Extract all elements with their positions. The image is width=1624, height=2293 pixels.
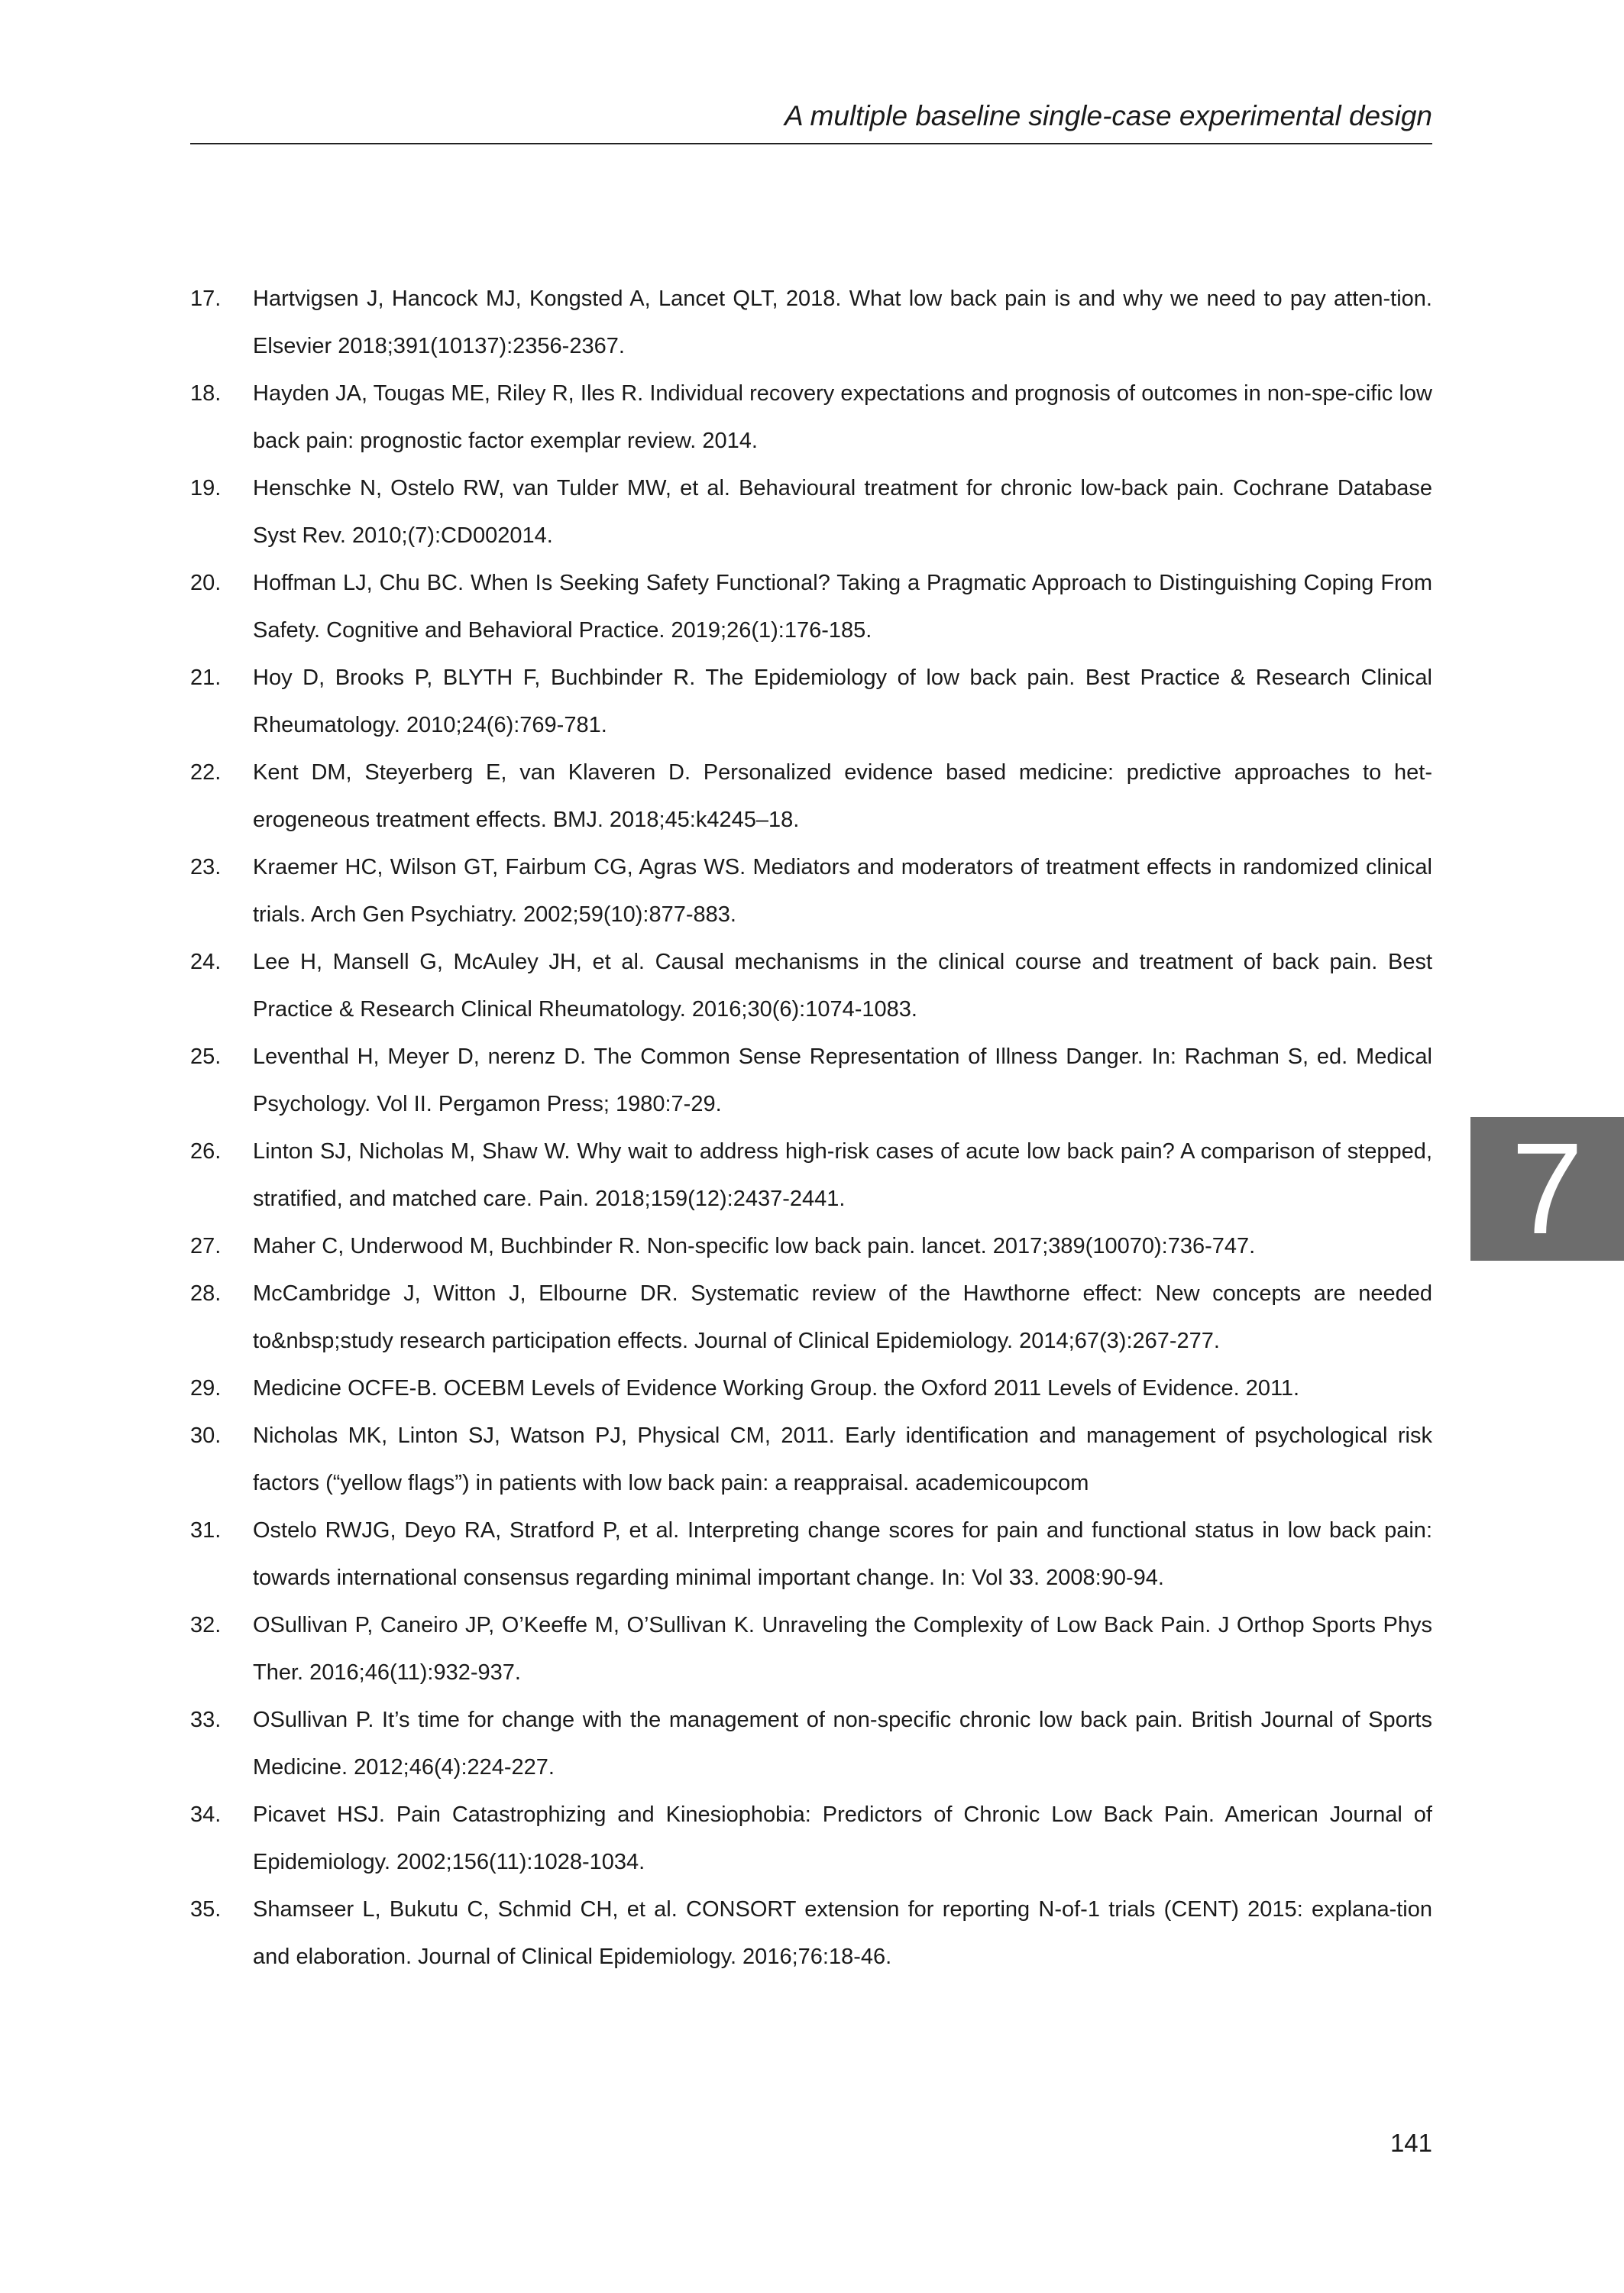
reference-item [190,1033,1432,1128]
reference-number: 18. [190,381,222,406]
reference-text: Shamseer L, Bukutu C, Schmid CH, et al. CONSORT extension for reporting N-of-1 trials (CENT) 2015: explana-tion and elaboration. Journal of Clinical Epidemiology. 2016;76:18-46. [253,1897,1432,1969]
reference-text: Hayden JA, Tougas ME, Riley R, Iles R. Individual recovery expectations and prognosis of outcomes in non-spe-cific low back pain: prognostic factor exemplar review. 2014. [253,381,1432,453]
reference-item [190,1791,1432,1886]
reference-item [190,1270,1432,1365]
reference-text: Linton SJ, Nicholas M, Shaw W. Why wait to address high-risk cases of acute low back pain? A comparison of stepped, stratified, and matched care. Pain. 2018;159(12):2437-2441. [253,1139,1432,1211]
reference-item [190,1602,1432,1696]
reference-number: 25. [190,1044,222,1069]
reference-number: 32. [190,1613,222,1637]
reference-item [190,1886,1432,1980]
page-number: 141 [1389,2129,1432,2157]
reference-number: 35. [190,1897,222,1922]
reference-item [190,1507,1432,1602]
reference-text: OSullivan P. It’s time for change with the management of non-specific chronic low back pain. British Journal of Sports Medicine. 2012;46(4):224-227. [253,1708,1432,1780]
reference-text: Medicine OCFE-B. OCEBM Levels of Evidence Working Group. the Oxford 2011 Levels of Evidence. 2011. [253,1376,1300,1401]
reference-number: 29. [190,1376,222,1401]
chapter-tab: 7 [1470,1117,1624,1261]
reference-item [190,1412,1432,1507]
reference-item [190,938,1432,1033]
reference-item [190,370,1432,465]
reference-text: Kraemer HC, Wilson GT, Fairbum CG, Agras WS. Mediators and moderators of treatment effects in randomized clinical trials. Arch Gen Psychiatry. 2002;59(10):877-883. [253,855,1432,927]
reference-item [190,1696,1432,1791]
reference-item [190,1365,1432,1412]
reference-text: Lee H, Mansell G, McAuley JH, et al. Causal mechanisms in the clinical course and treatment of back pain. Best Practice & Research Clinical Rheumatology. 2016;30(6):1074-1083. [253,950,1432,1022]
reference-item [190,749,1432,844]
reference-text: Henschke N, Ostelo RW, van Tulder MW, et al. Behavioural treatment for chronic low-back pain. Cochrane Database Syst Rev. 2010;(7):CD002014. [253,476,1432,548]
header-rule [190,143,1432,144]
reference-item [190,654,1432,749]
reference-item [190,1223,1432,1270]
reference-list [190,275,1432,1980]
reference-number: 20. [190,571,222,595]
reference-text: Hoy D, Brooks P, BLYTH F, Buchbinder R. The Epidemiology of low back pain. Best Practice & Research Clinical Rheumatology. 2010;24(6):769-781. [253,666,1432,737]
reference-number: 31. [190,1518,222,1543]
reference-number: 27. [190,1234,222,1258]
running-head: A multiple baseline single-case experimental design [784,100,1432,131]
reference-text: McCambridge J, Witton J, Elbourne DR. Systematic review of the Hawthorne effect: New concepts are needed to&nbsp;study research participation effects. Journal of Clinical Epidemiology. 2014;67(3):267-277. [253,1281,1432,1353]
reference-number: 22. [190,760,222,785]
reference-item [190,465,1432,559]
reference-number: 19. [190,476,222,500]
reference-number: 23. [190,855,222,879]
reference-number: 34. [190,1802,222,1827]
reference-item [190,1128,1432,1223]
reference-number: 28. [190,1281,222,1306]
reference-number: 33. [190,1708,222,1732]
reference-number: 30. [190,1423,222,1448]
reference-text: Nicholas MK, Linton SJ, Watson PJ, Physical CM, 2011. Early identification and management of psychological risk factors (“yellow flags”) in patients with low back pain: a reappraisal. academicoupcom [253,1423,1432,1495]
reference-item [190,844,1432,938]
reference-text: Hartvigsen J, Hancock MJ, Kongsted A, Lancet QLT, 2018. What low back pain is and why we need to pay atten-tion. Elsevier 2018;391(10137):2356-2367. [253,287,1432,358]
reference-text: Leventhal H, Meyer D, nerenz D. The Common Sense Representation of Illness Danger. In: Rachman S, ed. Medical Psychology. Vol II. Pergamon Press; 1980:7-29. [253,1044,1432,1116]
reference-text: Hoffman LJ, Chu BC. When Is Seeking Safety Functional? Taking a Pragmatic Approach to Distinguishing Coping From Safety. Cognitive and Behavioral Practice. 2019;26(1):176-185. [253,571,1432,643]
reference-item [190,275,1432,370]
reference-text: Kent DM, Steyerberg E, van Klaveren D. Personalized evidence based medicine: predictive approaches to het-erogeneous treatment effects. BMJ. 2018;45:k4245–18. [253,760,1432,832]
reference-number: 21. [190,666,222,690]
reference-text: Picavet HSJ. Pain Catastrophizing and Kinesiophobia: Predictors of Chronic Low Back Pain. American Journal of Epidemiology. 2002;156(11):1028-1034. [253,1802,1432,1874]
reference-number: 24. [190,950,222,974]
reference-number: 26. [190,1139,222,1164]
reference-text: Ostelo RWJG, Deyo RA, Stratford P, et al. Interpreting change scores for pain and functional status in low back pain: towards international consensus regarding minimal important change. In: Vol 33. 2008:90-94. [253,1518,1432,1590]
reference-text: OSullivan P, Caneiro JP, O’Keeffe M, O’Sullivan K. Unraveling the Complexity of Low Back Pain. J Orthop Sports Phys Ther. 2016;46(11):932-937. [253,1613,1432,1685]
reference-text: Maher C, Underwood M, Buchbinder R. Non-specific low back pain. lancet. 2017;389(10070):736-747. [253,1234,1256,1258]
reference-number: 17. [190,287,222,311]
reference-item [190,559,1432,654]
